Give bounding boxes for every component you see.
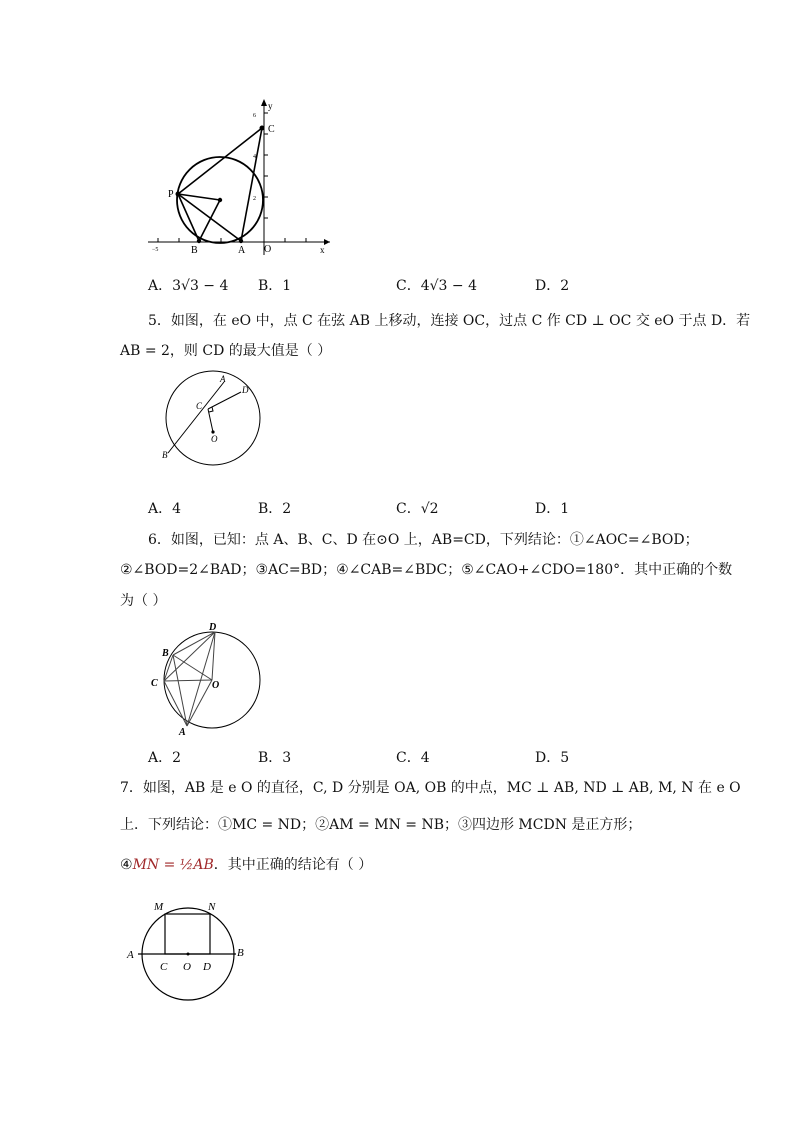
q5-fig-label-C: C [196,401,203,411]
fig4-tick-2: 2 [253,196,256,202]
fig4-label-O: O [264,244,272,255]
q6-fig-label-O: O [212,680,220,691]
q7-text-line2: 上．下列结论：①MC = ND；②AM = MN = NB；③四边形 MCDN 是正方形； [120,817,642,833]
q5-option-d: D．1 [535,501,570,517]
q6-option-b: B．3 [258,750,292,766]
q7-line3-prefix: ④ [120,857,133,873]
q4-option-b-text: 1 [282,278,292,294]
q7-fig-label-C: C [160,961,168,973]
q7-fig-label-B: B [237,947,244,959]
q4-option-b: B．1 [258,278,292,294]
q4-figure [140,95,340,260]
q5-text-line1: 5．如图，在 eO 中，点 C 在弦 AB 上移动，连接 OC，过点 C 作 CD ⊥ OC 交 eO 于点 D．若 [148,313,751,329]
fig4-axis-x: x [320,245,325,255]
q7-line3-suffix: ．其中正确的结论有（ ） [213,857,373,873]
q7-fig-label-N: N [208,901,216,913]
q7-text-line3 [120,855,372,875]
fig4-tick-4: 4 [253,154,256,160]
q7-fig-label-A: A [127,949,134,961]
fig4-label-A: A [238,245,246,256]
fig4-axis-y: y [268,101,273,111]
q6-option-d: D．5 [535,750,570,766]
q5-text-line2: AB = 2，则 CD 的最大值是（ ） [120,343,332,359]
q6-fig-label-D: D [209,622,217,633]
fig4-label-B: B [191,245,198,256]
q5-option-b: B．2 [258,501,292,517]
q4-option-d-text: 2 [560,278,570,294]
q6-fig-label-B: B [162,648,169,659]
q7-figure [120,895,255,1005]
q7-fig-label-O: O [183,961,191,973]
q5-fig-label-A: A [220,374,226,384]
q7-text-line1: 7．如图，AB 是 e O 的直径，C, D 分别是 OA, OB 的中点，MC ⊥ AB, ND ⊥ AB, M, N 在 e O [120,780,741,796]
q6-text-line2: ②∠BOD=2∠BAD；③AC=BD；④∠CAB=∠BDC；⑤∠CAO+∠CDO=180°．其中正确的个数 [120,562,733,578]
q5-option-a: A．4 [148,501,182,517]
q6-option-a: A．2 [148,750,182,766]
q6-fig-label-A: A [179,727,186,738]
q6-fig-label-C: C [151,678,158,689]
q5-fig-label-D: D [242,385,249,395]
q7-fig-label-M: M [154,901,164,913]
q6-figure [145,618,270,738]
q4-option-a-text: 3√3 − 4 [172,278,229,294]
q5-figure [155,370,270,470]
q5-option-c: C．√2 [396,501,439,517]
q6-text-line1: 6．如图，已知：点 A、B、C、D 在⊙O 上，AB=CD，下列结论：①∠AOC=∠BOD； [148,532,699,548]
q4-option-c: C．4√3 − 4 [396,278,477,294]
q4-option-c-text: 4√3 − 4 [420,278,477,294]
fig4-label-P: P [168,189,174,200]
q4-option-a: A．3√3 − 4 [148,278,229,294]
q7-fig-label-D: D [203,961,211,973]
q6-text-line3: 为（ ） [120,593,167,609]
q7-line3-formula: MN = ½AB [132,857,214,873]
fig4-label-C: C [268,124,275,135]
q4-option-d: D．2 [535,278,570,294]
q5-fig-label-B: B [162,450,168,460]
q6-option-c: C．4 [396,750,430,766]
q5-fig-label-O: O [211,434,218,444]
fig4-tick-m5: −5 [152,247,159,253]
fig4-tick-6: 6 [253,113,256,119]
